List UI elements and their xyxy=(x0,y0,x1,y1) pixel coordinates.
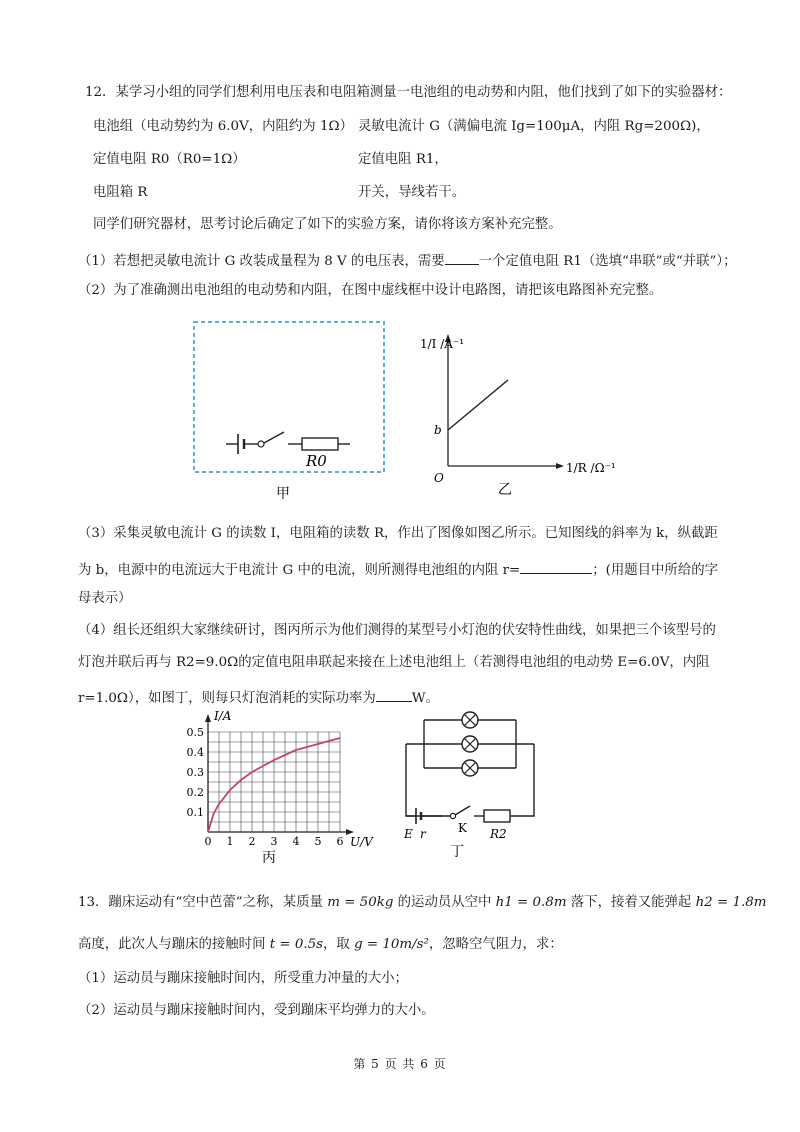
q13-part1: （1）运动员与蹦床接触时间内，所受重力冲量的大小； xyxy=(78,971,408,986)
q13-gravity: g = 10m/s² xyxy=(354,937,429,952)
r0-resistor xyxy=(302,438,338,450)
bulb-2-icon xyxy=(462,736,478,752)
figure-jia-caption: 甲 xyxy=(276,486,290,502)
figure-bing-svg xyxy=(178,706,378,866)
ding-switch-contact xyxy=(450,813,455,818)
bing-x-tick-label: 0 xyxy=(204,835,212,848)
ding-wire-right xyxy=(510,744,534,816)
figure-jia-svg xyxy=(188,316,398,506)
q12-part3-blank[interactable] xyxy=(520,560,592,574)
switch-blade xyxy=(264,432,284,443)
yi-x-label: 1/R /Ω⁻¹ xyxy=(566,461,616,475)
bing-x-tick-label: 2 xyxy=(248,835,256,848)
bing-x-label: U/V xyxy=(350,835,373,849)
equip-galvanometer: 灵敏电流计 G（满偏电流 Ig=100μA，内阻 Rg=200Ω)， xyxy=(358,119,710,134)
q13-line1 xyxy=(78,896,766,909)
q13-text-a: 13．蹦床运动有“空中芭蕾”之称，某质量 xyxy=(78,895,328,910)
yi-intercept-label: b xyxy=(434,423,442,437)
bing-y-tick-label: 0.2 xyxy=(186,786,204,799)
q13-text-f: ，忽略空气阻力，求： xyxy=(428,937,563,952)
q12-intro: 某学习小组的同学们想利用电压表和电阻箱测量一电池组的电动势和内阻，他们找到了如下的实验器材： xyxy=(115,85,732,100)
page-footer: 第 5 页 共 6 页 xyxy=(353,1057,447,1071)
equip-battery: 电池组（电动势约为 6.0V，内阻约为 1Ω） xyxy=(93,119,353,134)
q12-part1 xyxy=(78,251,736,268)
q12-part4-blank[interactable] xyxy=(376,688,412,702)
figure-yi-svg xyxy=(418,322,616,502)
figure-ding-caption: 丁 xyxy=(450,844,464,860)
q12-part1-text-a: （1）若想把灵敏电流计 G 改装成量程为 8 V 的电压表，需要 xyxy=(78,254,445,269)
bing-y-label: I/A xyxy=(214,709,232,723)
figure-bing-caption: 丙 xyxy=(262,850,276,866)
q12-part3-line2 xyxy=(78,560,718,577)
q12-part3-line3: 母表示） xyxy=(78,591,132,606)
bing-x-tick-label: 4 xyxy=(292,835,300,848)
q12-number: 12． xyxy=(85,85,116,100)
figure-ding xyxy=(384,704,554,867)
figure-bing xyxy=(178,706,378,869)
q13-text-e: ，取 xyxy=(323,937,355,952)
q13-line2 xyxy=(78,938,563,951)
bing-y-tick-label: 0.1 xyxy=(186,806,204,819)
yi-line xyxy=(448,380,508,430)
bing-x-tick-label: 1 xyxy=(226,835,234,848)
bing-y-tick-label: 0.4 xyxy=(186,746,204,759)
equip-switch: 开关，导线若干。 xyxy=(358,185,466,200)
q12-part4-line3 xyxy=(78,688,439,705)
bing-y-tick-label: 0.3 xyxy=(186,766,204,779)
ding-r-label: r xyxy=(420,827,426,841)
equip-r0: 定值电阻 R0（R0=1Ω） xyxy=(93,152,246,167)
q13-mass: m = 50kg xyxy=(327,895,394,910)
q12-part4-line1: （4）组长还组织大家继续研讨，图丙所示为他们测得的某型号小灯泡的伏安特性曲线，如果把三个该型号的 xyxy=(78,623,716,638)
q12-intro-line xyxy=(85,86,731,99)
q12-part1-blank[interactable] xyxy=(445,251,479,265)
q13-h2: h2 = 1.8m xyxy=(695,895,767,910)
yi-x-arrow xyxy=(556,463,564,469)
ding-r2-resistor xyxy=(484,810,510,822)
q13-text-c: 落下，接着又能弹起 xyxy=(566,895,696,910)
ding-e-label: E xyxy=(404,827,413,841)
bing-y-arrow xyxy=(205,714,211,722)
bing-x-tick-label: 5 xyxy=(314,835,322,848)
equip-r1: 定值电阻 R1， xyxy=(358,152,448,167)
q12-part4-line2: 灯泡并联后再与 R2=9.0Ω的定值电阻串联起来接在上述电池组上（若测得电池组的电动势 E=6.0V，内阻 xyxy=(78,655,710,670)
ding-r2-label: R2 xyxy=(490,827,507,841)
q13-part2: （2）运动员与蹦床接触时间内，受到蹦床平均弹力的大小。 xyxy=(78,1003,435,1018)
figure-yi xyxy=(418,322,616,505)
ding-k-label: K xyxy=(458,821,467,835)
q12-part3-line1: （3）采集灵敏电流计 G 的读数 I，电阻箱的读数 R，作出了图像如图乙所示。已知图线的斜率为 k，纵截距 xyxy=(78,526,718,541)
figure-jia xyxy=(188,316,398,509)
q12-part3-text-a: 为 b，电源中的电流远大于电流计 G 中的电流，则所测得电池组的内阻 r= xyxy=(78,563,521,578)
q13-time: t = 0.5s xyxy=(269,937,324,952)
q13-h1: h1 = 0.8m xyxy=(495,895,567,910)
q12-part1-text-b: 一个定值电阻 R1（选填“串联”或“并联”）； xyxy=(478,254,737,269)
q12-part3-text-b: ；(用题目中所给的字 xyxy=(592,563,718,578)
q13-text-d: 高度，此次人与蹦床的接触时间 xyxy=(78,937,270,952)
bing-y-tick-label: 0.5 xyxy=(186,726,204,739)
q13-text-b: 的运动员从空中 xyxy=(393,895,496,910)
switch-contact xyxy=(258,441,264,447)
equip-resistance-box: 电阻箱 R xyxy=(93,185,148,200)
q12-plan: 同学们研究器材，思考讨论后确定了如下的实验方案，请你将该方案补充完整。 xyxy=(93,217,562,232)
r0-label: R0 xyxy=(306,452,327,470)
yi-origin: O xyxy=(434,471,444,485)
ding-switch-blade xyxy=(455,806,470,815)
dashed-design-box[interactable] xyxy=(194,322,384,472)
bulb-1-icon xyxy=(462,712,478,728)
bing-x-tick-label: 6 xyxy=(336,835,344,848)
q12-part4-text-a: r=1.0Ω），如图丁，则每只灯泡消耗的实际功率为 xyxy=(78,691,376,706)
q12-part4-text-b: W。 xyxy=(411,691,439,706)
figure-ding-svg xyxy=(384,704,554,864)
figure-yi-caption: 乙 xyxy=(498,482,512,498)
yi-y-label: 1/I /A⁻¹ xyxy=(420,337,465,351)
bing-x-tick-label: 3 xyxy=(270,835,278,848)
bulb-3-icon xyxy=(462,760,478,776)
q12-part2: （2）为了准确测出电池组的电动势和内阻，在图中虚线框中设计电路图，请把该电路图补充完整。 xyxy=(78,283,663,298)
bing-grid xyxy=(208,732,340,832)
